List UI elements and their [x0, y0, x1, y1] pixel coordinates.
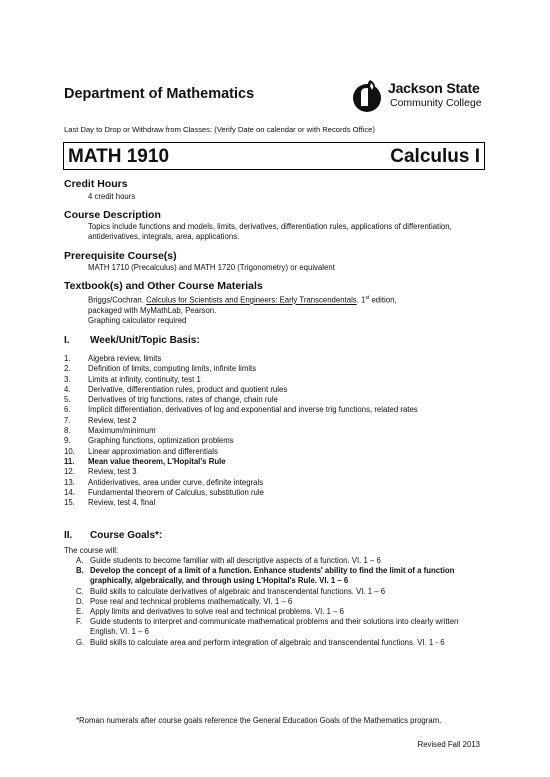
topic-number: 13.: [64, 477, 75, 487]
prerequisites-heading: Prerequisite Course(s): [64, 250, 177, 262]
description-heading: Course Description: [64, 209, 161, 221]
topic-number: 12.: [64, 467, 75, 477]
goal-letter: C.: [76, 586, 84, 596]
topic-item: [64, 467, 480, 477]
topic-text: Derivative, differentiation rules, product and quotient rules: [88, 384, 288, 394]
textbook-line-3: Graphing calculator required: [88, 316, 187, 326]
topic-text: Algebra review, limits: [88, 354, 162, 363]
topic-item: [64, 354, 480, 364]
topic-item: [64, 488, 480, 498]
textbook-edition-sup: st: [365, 295, 370, 301]
logo-name: Jackson State: [388, 80, 480, 96]
goal-item: [76, 566, 484, 586]
topic-number: 5.: [64, 395, 71, 405]
prerequisites-text: MATH 1710 (Precalculus) and MATH 1720 (Trigonometry) or equivalent: [88, 263, 335, 272]
textbooks-heading: Textbook(s) and Other Course Materials: [64, 280, 263, 292]
goal-item: [76, 617, 484, 637]
college-logo: [352, 76, 492, 116]
topics-heading: [64, 335, 200, 346]
topic-text: Review, test 3: [88, 467, 137, 477]
topic-number: 10.: [64, 446, 75, 456]
goal-letter: E.: [76, 607, 84, 617]
topic-text: Linear approximation and differentials: [88, 446, 218, 456]
goal-item: [76, 638, 484, 648]
goal-text: Build skills to calculate area and perform integration of algebraic and transcendental functions. VI. 1 - 6: [90, 637, 445, 647]
goal-item: [76, 556, 484, 566]
topics-list: [64, 354, 480, 508]
textbooks-text: [88, 293, 478, 327]
textbook-edition-rest: edition,: [369, 295, 397, 305]
goal-letter: A.: [76, 556, 84, 565]
topic-text: Review, test 2: [88, 415, 137, 425]
textbook-line-2: packaged with MyMathLab, Pearson.: [88, 306, 217, 315]
department-title: Department of Mathematics: [64, 86, 255, 102]
goal-item: [76, 587, 484, 597]
topic-text: Fundamental theorem of Calculus, substitution rule: [88, 487, 264, 497]
topic-item: [64, 395, 480, 405]
goals-roman: II.: [64, 530, 73, 541]
goal-text: Apply limits and derivatives to solve real and technical problems. VI. 1 – 6: [90, 607, 344, 617]
topic-item: [64, 436, 480, 446]
topic-text: Graphing functions, optimization problems: [88, 436, 234, 446]
goal-letter: G.: [76, 637, 85, 647]
topic-item: [64, 498, 480, 508]
goal-text: Pose real and technical problems mathematically. VI. 1 – 6: [90, 596, 293, 606]
topics-roman: I.: [64, 335, 70, 346]
goal-letter: B.: [76, 566, 84, 576]
topic-number: 7.: [64, 415, 71, 425]
credit-hours-text: 4 credit hours: [88, 192, 136, 201]
goal-text: Build skills to calculate derivatives of algebraic and transcendental functions. VI. 1 – 6: [90, 586, 386, 596]
topic-text: Implicit differentiation, derivatives of log and exponential and inverse trig functions, related rates: [88, 405, 418, 415]
topic-item: [64, 416, 480, 426]
topic-text: Mean value theorem, L'Hopital's Rule: [88, 456, 226, 466]
topic-text: Review, test 4, final: [88, 498, 156, 508]
goal-letter: F.: [76, 617, 83, 627]
textbook-line-1: Briggs/Cochran. Calculus for Scientists and Engineers: Early Transcendentals. 1st edition,: [88, 295, 397, 305]
topic-number: 4.: [64, 384, 71, 394]
topic-text: Definition of limits, computing limits, infinite limits: [88, 364, 257, 374]
topic-text: Derivatives of trig functions, rates of change, chain rule: [88, 395, 278, 405]
topic-text: Limits at infinity, continuity, test 1: [88, 374, 201, 384]
topic-number: 14.: [64, 487, 75, 497]
drop-notice: Last Day to Drop or Withdraw from Classes: (Verify Date on calendar or with Records Office): [64, 125, 375, 134]
topic-item: [64, 457, 480, 467]
topic-item: [64, 385, 480, 395]
topic-number: 2.: [64, 364, 71, 374]
revised-date: Revised Fall 2013: [417, 740, 480, 749]
topic-item: [64, 364, 480, 374]
torch-logo-icon: [352, 76, 386, 114]
goal-letter: D.: [76, 596, 84, 606]
course-code: MATH 1910: [68, 146, 170, 167]
course-title-box: [63, 142, 485, 170]
topic-number: 3.: [64, 374, 71, 384]
goals-list: [76, 556, 484, 648]
topic-item: [64, 478, 480, 488]
topic-item: [64, 405, 480, 415]
topic-item: [64, 447, 480, 457]
description-text: Topics include functions and models, limits, derivatives, differentiation rules, applications of differentiation, antiderivatives, integrals, area, applications.: [88, 222, 452, 242]
goals-footnote: *Roman numerals after course goals reference the General Education Goals of the Mathematics program.: [76, 716, 442, 725]
goals-title: Course Goals*:: [90, 530, 163, 541]
topic-item: [64, 426, 480, 436]
credit-hours-heading: Credit Hours: [64, 178, 128, 190]
goals-heading: [64, 530, 162, 541]
topic-number: 1.: [64, 354, 71, 363]
logo-subtitle: Community College: [390, 97, 482, 109]
topic-number: 15.: [64, 498, 75, 508]
textbook-edition-num: 1: [361, 295, 366, 305]
goal-item: [76, 607, 484, 617]
topic-text: Maximum/minimum: [88, 426, 156, 436]
course-name: Calculus I: [390, 146, 480, 167]
topic-number: 8.: [64, 426, 71, 436]
goal-text: Guide students to interpret and communicate mathematical problems and their solutions into clearly written English. VI. 1 – 6: [90, 617, 459, 637]
goal-text: Develop the concept of a limit of a function. Enhance students' ability to find the limit of a function graphically, algebraically, and through using L'Hopital's Rule. VI. 1 – 6: [90, 566, 455, 586]
goal-text: Guide students to become familiar with all descriptive aspects of a function. VI. 1 – 6: [90, 556, 381, 565]
textbook-title: Calculus for Scientists and Engineers: Early Transcendentals: [146, 295, 357, 305]
topic-text: Antiderivatives, area under curve, definite integrals: [88, 477, 264, 487]
goals-intro: The course will:: [64, 546, 119, 555]
topic-number: 11.: [64, 456, 75, 466]
topics-title: Week/Unit/Topic Basis:: [90, 335, 200, 346]
topic-item: [64, 375, 480, 385]
goal-item: [76, 597, 484, 607]
topic-number: 9.: [64, 436, 71, 446]
topic-number: 6.: [64, 405, 71, 415]
textbook-authors: Briggs/Cochran.: [88, 295, 144, 305]
